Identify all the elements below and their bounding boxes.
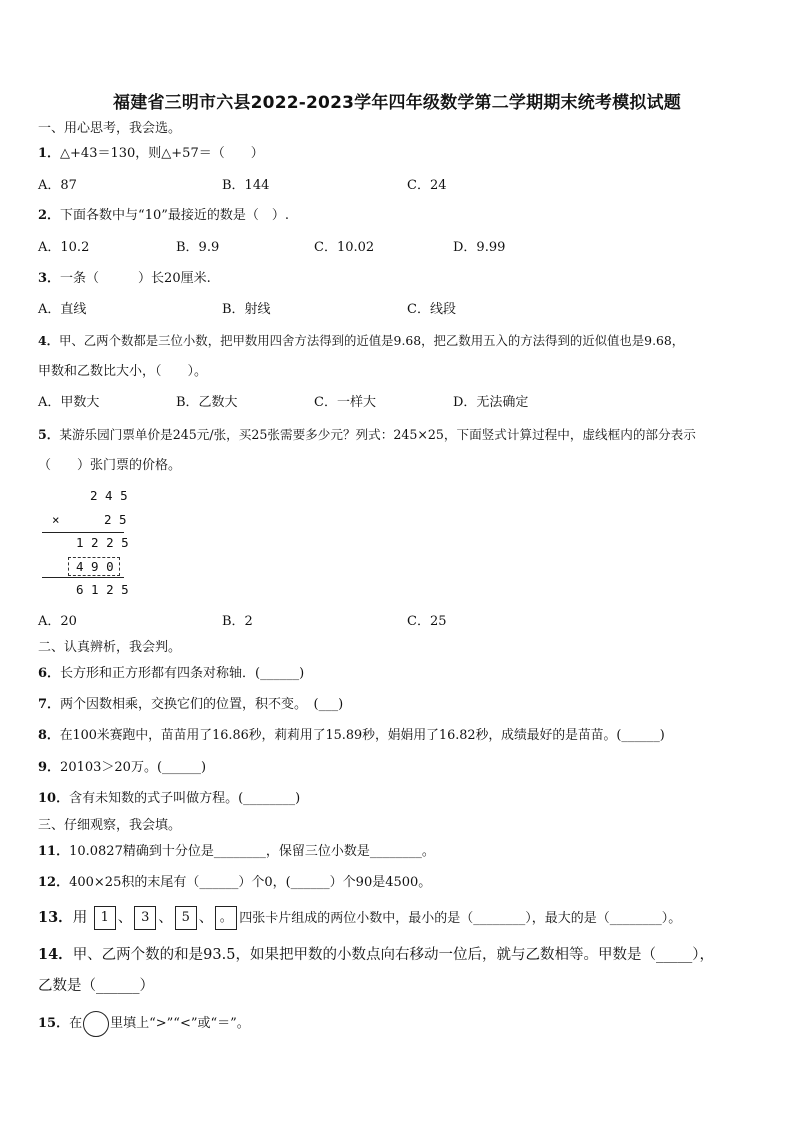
question-number: 5． xyxy=(38,427,60,442)
q1-option-b[interactable]: B．144 xyxy=(222,178,270,193)
question-number: 4． xyxy=(38,333,60,348)
question-text: 含有未知数的式子叫做方程。(________) xyxy=(69,791,301,806)
question-4 xyxy=(38,332,684,350)
question-number: 15． xyxy=(38,1016,70,1031)
question-prefix: 用 xyxy=(72,910,88,926)
product-line-1 xyxy=(42,532,124,533)
digit-card-5: 5 xyxy=(175,906,197,930)
q3-option-c[interactable]: C．线段 xyxy=(407,302,456,317)
q5-option-b[interactable]: B．2 xyxy=(222,614,253,629)
question-text: 20103＞20万。(______) xyxy=(60,760,207,775)
question-number: 12． xyxy=(38,875,70,890)
question-number: 9． xyxy=(38,760,61,775)
partial-product-2: 4 9 0 xyxy=(76,559,114,574)
product-line-2 xyxy=(42,577,124,578)
section-heading-1: 一、用心思考，我会选。 xyxy=(38,121,182,136)
q4-option-c[interactable]: C．一样大 xyxy=(314,395,376,410)
question-10 xyxy=(38,790,300,808)
section-heading-3: 三、仔细观察，我会填。 xyxy=(38,818,182,833)
question-text: 下面各数中与“10”最接近的数是（ ）. xyxy=(60,208,290,223)
q2-option-d[interactable]: D．9.99 xyxy=(453,240,506,255)
question-6 xyxy=(38,665,304,683)
q4-option-b[interactable]: B．乙数大 xyxy=(176,395,238,410)
question-4-continuation: 甲数和乙数比大小，（ ）。 xyxy=(38,364,208,379)
question-number: 14． xyxy=(38,946,73,963)
partial-product-1: 1 2 2 5 xyxy=(76,535,129,550)
q4-option-a[interactable]: A．甲数大 xyxy=(38,395,100,410)
question-text: 长方形和正方形都有四条对称轴．(______) xyxy=(60,666,305,681)
q1-option-c[interactable]: C．24 xyxy=(407,178,447,193)
question-text: 里填上“>”“<”或“＝”。 xyxy=(110,1016,250,1031)
page-title: 福建省三明市六县2022-2023学年四年级数学第二学期期末统考模拟试题 xyxy=(113,93,681,113)
multiply-sign: × xyxy=(52,512,60,527)
question-1 xyxy=(38,145,264,163)
question-3 xyxy=(38,270,211,288)
digit-card-1: 1 xyxy=(94,906,116,930)
q3-option-b[interactable]: B．射线 xyxy=(222,302,271,317)
decimal-point-card: 。 xyxy=(215,906,237,930)
digit-card-3: 3 xyxy=(134,906,156,930)
card-separator: 、 xyxy=(198,910,214,926)
question-2 xyxy=(38,207,289,225)
question-text: 10.0827精确到十分位是________，保留三位小数是________。 xyxy=(69,844,435,859)
card-separator: 、 xyxy=(117,910,133,926)
question-number: 11． xyxy=(38,844,70,859)
question-number: 6． xyxy=(38,666,61,681)
question-text: 一条（ ）长20厘米. xyxy=(60,271,211,286)
question-text: △+43＝130，则△+57＝（ ） xyxy=(60,146,264,161)
question-9 xyxy=(38,759,206,777)
question-14 xyxy=(38,946,714,964)
multiplicand: 2 4 5 xyxy=(90,488,128,503)
comparison-circle[interactable] xyxy=(83,1011,109,1037)
question-text: 甲、乙两个数都是三位小数，把甲数用四舍方法得到的近值是9.68，把乙数用五入的方法得到的近似值也是9.68， xyxy=(59,333,685,348)
question-11 xyxy=(38,843,435,861)
question-12 xyxy=(38,874,431,892)
question-number: 13． xyxy=(38,909,73,926)
q2-option-a[interactable]: A．10.2 xyxy=(38,240,90,255)
question-text: 四张卡片组成的两位小数中，最小的是（________），最大的是（________）。 xyxy=(239,911,682,926)
question-5-continuation: （ ）张门票的价格。 xyxy=(38,458,182,473)
q5-option-c[interactable]: C．25 xyxy=(407,614,447,629)
question-number: 3． xyxy=(38,271,61,286)
q2-option-b[interactable]: B．9.9 xyxy=(176,240,220,255)
question-text: 甲、乙两个数的和是93.5，如果把甲数的小数点向右移动一位后，就与乙数相等。甲数是（_____）， xyxy=(72,947,714,963)
q3-option-a[interactable]: A．直线 xyxy=(38,302,87,317)
final-product: 6 1 2 5 xyxy=(76,582,129,597)
multiplier: 2 5 xyxy=(104,512,127,527)
question-text: 某游乐园门票单价是245元/张，买25张需要多少元？列式：245×25，下面竖式计算过程中，虚线框内的部分表示 xyxy=(59,427,696,442)
question-number: 1． xyxy=(38,146,61,161)
q2-option-c[interactable]: C．10.02 xyxy=(314,240,375,255)
q1-option-a[interactable]: A．87 xyxy=(38,178,77,193)
q5-option-a[interactable]: A．20 xyxy=(38,614,77,629)
question-number: 7． xyxy=(38,697,61,712)
question-number: 2． xyxy=(38,208,61,223)
question-8 xyxy=(38,727,665,745)
question-number: 8． xyxy=(38,728,60,743)
card-separator: 、 xyxy=(158,910,173,926)
question-15 xyxy=(38,1010,250,1038)
question-number: 10． xyxy=(38,791,70,806)
section-heading-2: 二、认真辨析，我会判。 xyxy=(38,640,182,655)
question-text: 两个因数相乘，交换它们的位置，积不变。 (___) xyxy=(60,697,344,712)
vertical-multiplication xyxy=(38,484,138,604)
question-text: 在100米赛跑中，苗苗用了16.86秒，莉莉用了15.89秒，娟娟用了16.82秒，成绩最好的是苗苗。(______) xyxy=(59,728,665,743)
question-14-continuation: 乙数是（______） xyxy=(38,978,154,994)
question-7 xyxy=(38,696,343,714)
question-prefix: 在 xyxy=(69,1016,83,1031)
question-13 xyxy=(38,905,681,932)
question-5 xyxy=(38,426,696,444)
question-text: 400×25积的末尾有（______）个0，(______）个90是4500。 xyxy=(69,875,432,890)
q4-option-d[interactable]: D．无法确定 xyxy=(453,395,529,410)
